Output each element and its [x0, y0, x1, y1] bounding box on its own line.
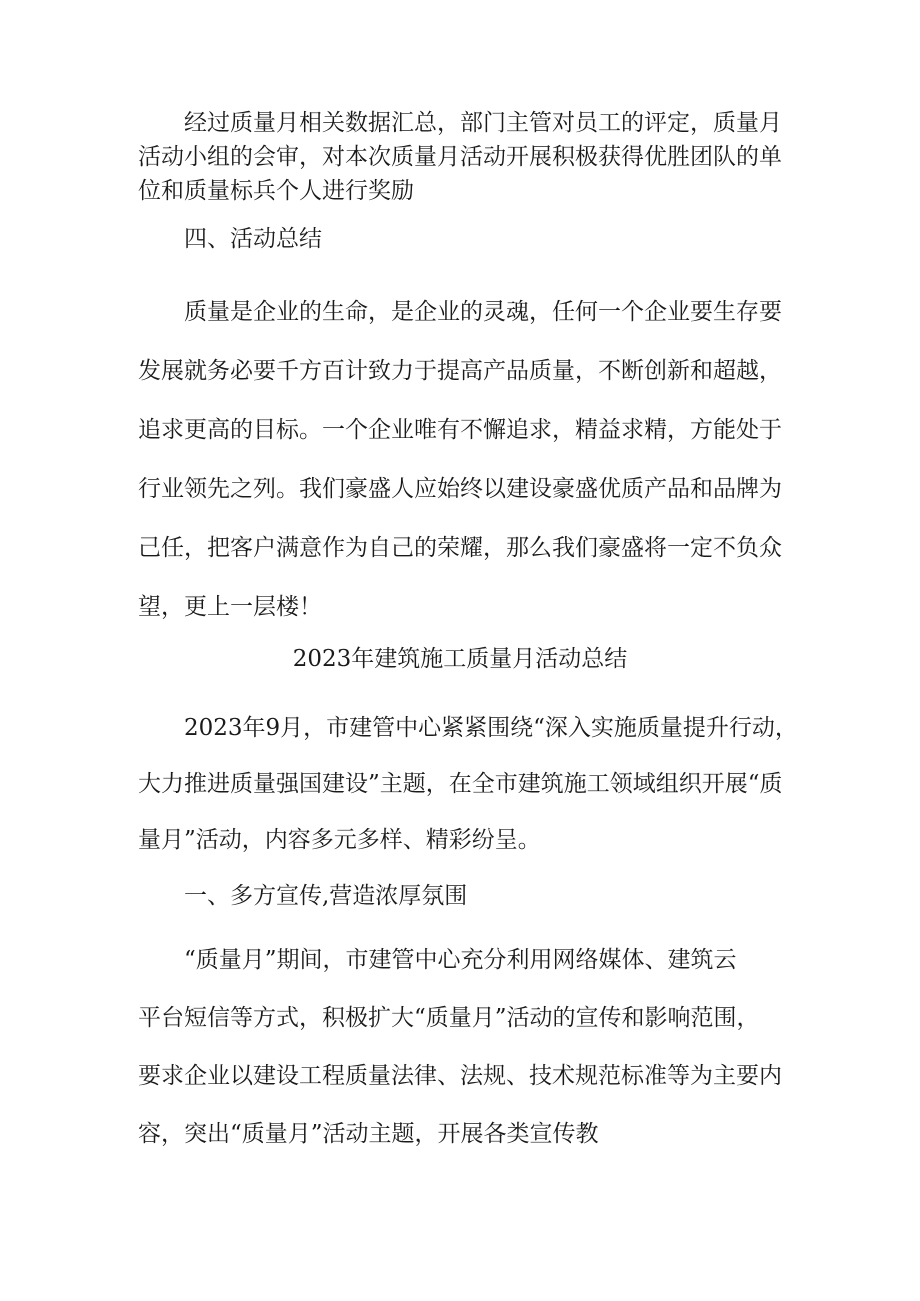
paragraph-line: “质量月”期间，市建管中心充分利用网络媒体、建筑云	[184, 947, 737, 973]
paragraph-line: 容，突出“质量月”活动主题，开展各类宣传教	[138, 1121, 599, 1147]
paragraph-line: 追求更高的目标。一个企业唯有不懈追求，精益求精，方能处于	[138, 417, 782, 443]
paragraph-line: 行业领先之列。我们豪盛人应始终以建设豪盛优质产品和品牌为	[138, 476, 782, 502]
section-heading-publicity: 一、多方宣传,营造浓厚氛围	[184, 883, 468, 909]
paragraph-line: 己任，把客户满意作为自己的荣耀，那么我们豪盛将一定不负众	[138, 535, 782, 561]
paragraph-line: 2023年9月，市建管中心紧紧围绕“深入实施质量提升行动，	[184, 715, 798, 741]
paragraph-publicity	[138, 931, 788, 1163]
section-heading-summary: 四、活动总结	[184, 226, 322, 252]
paragraph-line: 活动小组的会审，对本次质量月活动开展积极获得优胜团队的单	[138, 144, 782, 170]
paragraph-line: 质量是企业的生命，是企业的灵魂，任何一个企业要生存要	[184, 299, 782, 325]
paragraph-line: 经过质量月相关数据汇总，部门主管对员工的评定，质量月	[184, 110, 782, 136]
document-title: 2023年建筑施工质量月活动总结	[292, 646, 628, 672]
paragraph-summary	[138, 283, 788, 637]
paragraph-intro	[138, 700, 798, 868]
paragraph-line: 望，更上一层楼！	[138, 594, 322, 620]
paragraph-line: 要求企业以建设工程质量法律、法规、技术规范标准等为主要内	[138, 1063, 782, 1089]
paragraph-line: 平台短信等方式，积极扩大“质量月”活动的宣传和影响范围，	[138, 1005, 760, 1031]
paragraph-line: 发展就务必要千方百计致力于提高产品质量，不断创新和超越，	[138, 358, 782, 384]
paragraph-award	[138, 106, 788, 208]
paragraph-line: 位和质量标兵个人进行奖励	[138, 178, 414, 204]
paragraph-line: 量月”活动，内容多元多样、精彩纷呈。	[138, 827, 541, 853]
paragraph-line: 大力推进质量强国建设”主题，在全市建筑施工领域组织开展“质	[138, 771, 783, 797]
